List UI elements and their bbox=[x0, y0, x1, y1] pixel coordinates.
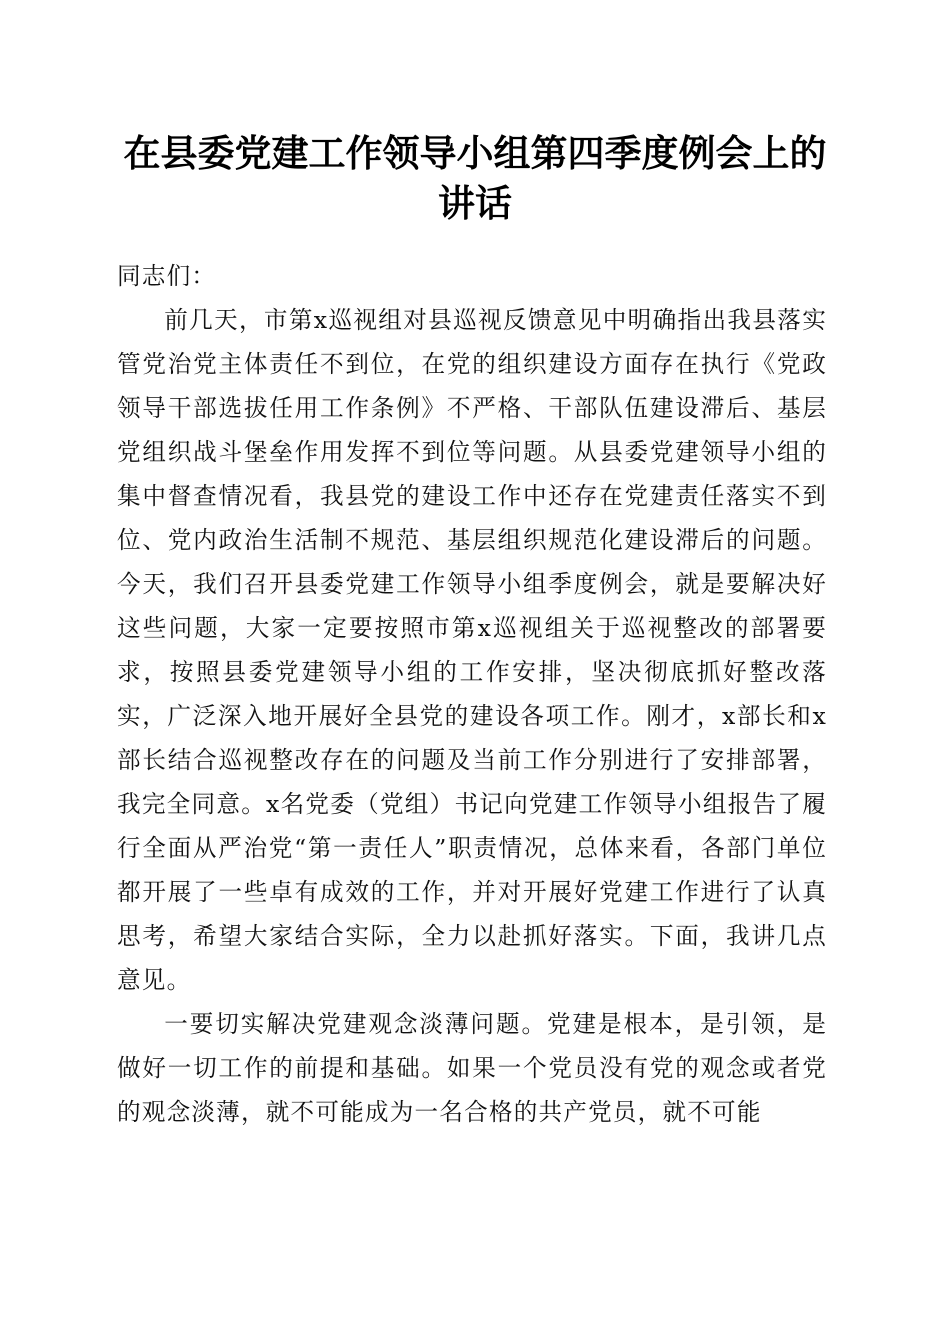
salutation: 同志们： bbox=[117, 262, 217, 290]
document-body bbox=[117, 254, 827, 1134]
document-title: 在县委党建工作领导小组第四季度例会上的讲话 bbox=[123, 131, 827, 225]
paragraph-point-one: 一要切实解决党建观念淡薄问题。党建是根本，是引领，是做好一切工作的前提和基础。如果一个党员没有党的观念或者党的观念淡薄，就不可能成为一名合格的共产党员，就不可能 bbox=[117, 1010, 827, 1126]
paragraph-intro: 前几天，市第x巡视组对县巡视反馈意见中明确指出我县落实管党治党主体责任不到位，在党的组织建设方面存在执行《党政领导干部选拔任用工作条例》不严格、干部队伍建设滞后、基层党组织战斗堡垒作用发挥不到位等问题。从县委党建领导小组的集中督查情况看，我县党的建设工作中还存在党建责任落实不到位、党内政治生活制不规范、基层组织规范化建设滞后的问题。今天，我们召开县委党建工作领导小组季度例会，就是要解决好这些问题，大家一定要按照市第x巡视组关于巡视整改的部署要求，按照县委党建领导小组的工作安排，坚决彻底抓好整改落实，广泛深入地开展好全县党的建设各项工作。刚才，x部长和x部长结合巡视整改存在的问题及当前工作分别进行了安排部署，我完全同意。x名党委（党组）书记向党建工作领导小组报告了履行全面从严治党“第一责任人”职责情况，总体来看，各部门单位都开展了一些卓有成效的工作，并对开展好党建工作进行了认真思考，希望大家结合实际，全力以赴抓好落实。下面，我讲几点意见。 bbox=[117, 306, 827, 994]
